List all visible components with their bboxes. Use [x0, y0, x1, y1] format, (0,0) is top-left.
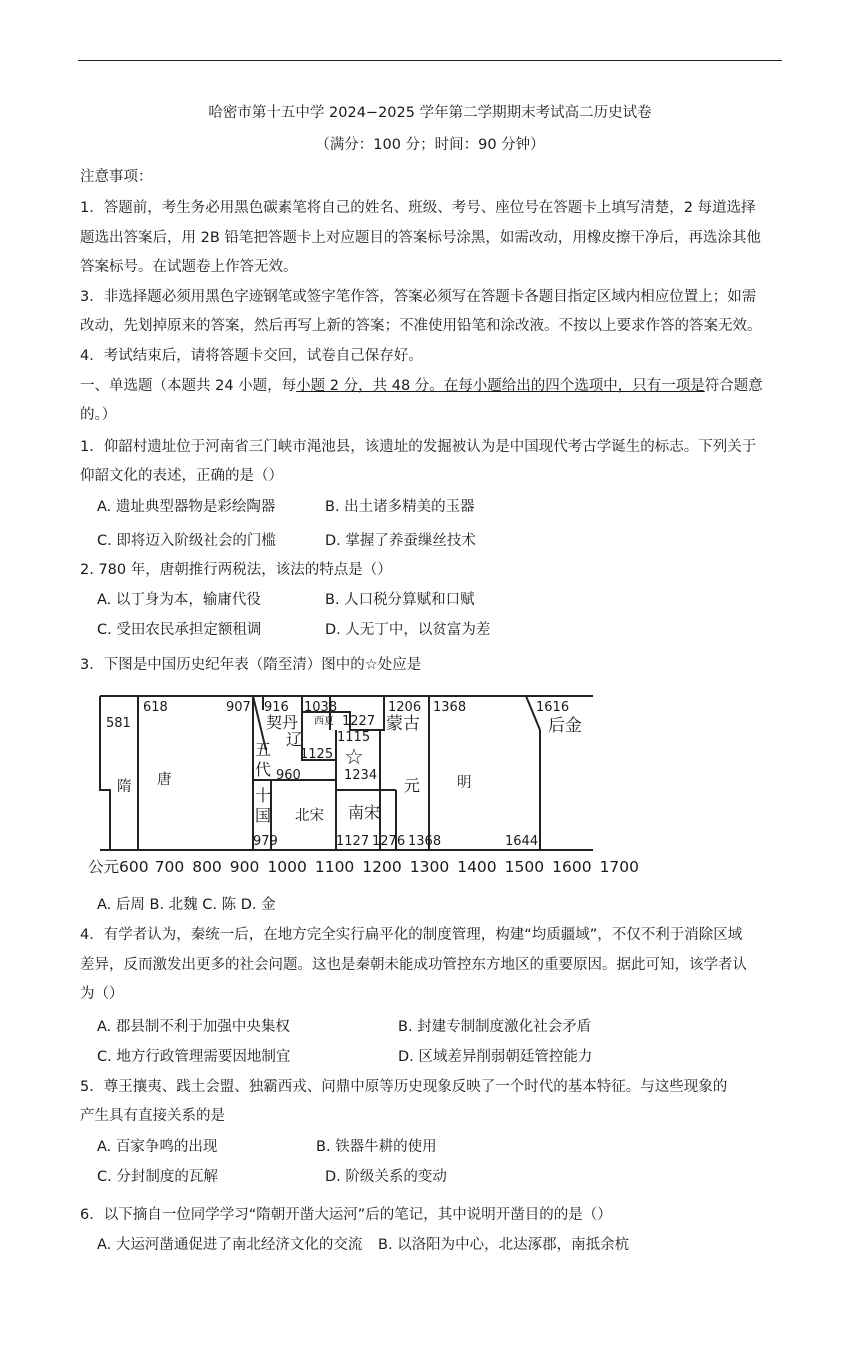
year-1125: 1125	[300, 747, 334, 762]
year-960: 960	[276, 768, 301, 783]
star-symbol: ☆	[344, 745, 364, 770]
notice-heading: 注意事项：	[80, 169, 153, 185]
q1-option-b: B. 出土诸多精美的玉器	[325, 499, 475, 515]
axis-tick-1400: 1400	[457, 858, 497, 876]
year-618: 618	[143, 700, 168, 715]
year-1276: 1276	[372, 834, 406, 849]
q5-option-a: A. 百家争鸣的出现	[97, 1139, 218, 1155]
year-979: 979	[253, 834, 278, 849]
dynasty-houjin: 后金	[548, 716, 582, 736]
dynasty-tang: 唐	[157, 772, 172, 788]
dynasty-yuan: 元	[404, 776, 421, 795]
exam-title: 哈密市第十五中学 2024−2025 学年第二学期期末考试高二历史试卷	[208, 105, 652, 121]
axis-labels	[88, 857, 647, 877]
year-1115: 1115	[337, 730, 371, 745]
year-907: 907	[226, 700, 251, 715]
year-916: 916	[264, 700, 289, 715]
q5-option-d: D. 阶级关系的变动	[325, 1169, 447, 1185]
dynasty-ming: 明	[457, 775, 472, 791]
q2-stem: 2. 780 年，唐朝推行两税法，该法的特点是（）	[80, 562, 392, 578]
year-1206: 1206	[388, 700, 422, 715]
q4-stem-line-1: 4．有学者认为，秦统一后，在地方完全实行扁平化的制度管理，构建“均质疆域”，不仅不利于消除区域	[80, 927, 743, 943]
axis-tick-1200: 1200	[362, 858, 402, 876]
axis-tick-900: 900	[229, 858, 260, 876]
q5-option-c: C. 分封制度的瓦解	[97, 1169, 218, 1185]
notice-item-1-line-3: 答案标号。在试题卷上作答无效。	[80, 259, 298, 275]
dynasty-xixia: 西夏	[314, 716, 334, 727]
year-1227: 1227	[342, 714, 376, 729]
q5-option-b: B. 铁器牛耕的使用	[316, 1139, 437, 1155]
dynasty-wudai: 五代	[255, 740, 272, 779]
q4-stem-line-3: 为（）	[80, 986, 124, 1002]
year-1038: 1038	[304, 700, 338, 715]
section-1-heading-underlined: 小题 2 分，共 48 分。在每小题给出的四个选项中，只有一项是	[296, 378, 705, 394]
section-1-heading-line-2: 的。）	[80, 407, 117, 423]
axis-tick-1000: 1000	[267, 858, 307, 876]
axis-tick-1300: 1300	[409, 858, 450, 876]
q6-option-b: B. 以洛阳为中心，北达涿郡，南抵余杭	[378, 1237, 630, 1253]
q1-stem-line-2: 仰韶文化的表述，正确的是（）	[80, 468, 283, 484]
axis-tick-1600: 1600	[552, 858, 592, 876]
q1-option-c: C. 即将迈入阶级社会的门槛	[97, 533, 276, 549]
year-1368-top: 1368	[433, 700, 467, 715]
q4-option-c: C. 地方行政管理需要因地制宜	[97, 1049, 291, 1065]
year-1127: 1127	[336, 834, 370, 849]
axis-tick-1700: 1700	[599, 858, 640, 876]
notice-item-1-line-2: 题选出答案后，用 2B 铅笔把答题卡上对应题目的答案标号涂黑，如需改动，用橡皮擦干净后，再选涂其他	[80, 230, 761, 246]
axis-tick-1500: 1500	[504, 858, 545, 876]
q1-option-a: A. 遗址典型器物是彩绘陶器	[97, 499, 276, 515]
year-1234: 1234	[344, 768, 378, 783]
year-581: 581	[106, 716, 131, 731]
section-1-heading-part-a: 一、单选题（本题共 24 小题，每	[80, 378, 297, 394]
section-1-heading-line-1	[80, 376, 763, 396]
q6-stem: 6．以下摘自一位同学学习“隋朝开凿大运河”后的笔记，其中说明开凿目的的是（）	[80, 1207, 612, 1223]
header-rule	[78, 60, 782, 61]
notice-item-3-line-1: 3．非选择题必须用黑色字迹钢笔或签字笔作答，答案必须写在答题卡各题目指定区域内相应位置上；如需	[80, 289, 757, 305]
q4-option-a: A. 郡县制不利于加强中央集权	[97, 1019, 290, 1035]
q4-option-d: D. 区域差异削弱朝廷管控能力	[398, 1049, 593, 1065]
q5-stem-line-1: 5．尊王攘夷、践土会盟、独霸西戎、问鼎中原等历史现象反映了一个时代的基本特征。与这些现象的	[80, 1079, 728, 1095]
year-1368-bottom: 1368	[408, 834, 442, 849]
year-1644: 1644	[505, 834, 539, 849]
q2-option-a: A. 以丁身为本，输庸代役	[97, 592, 261, 608]
q1-stem-line-1: 1．仰韶村遗址位于河南省三门峡市渑池县，该遗址的发掘被认为是中国现代考古学诞生的标志。下列关于	[80, 439, 757, 455]
q2-option-b: B. 人口税分算赋和口赋	[325, 592, 475, 608]
axis-ticks	[119, 858, 647, 876]
q4-stem-line-2: 差异，反而激发出更多的社会问题。这也是秦朝未能成功管控东方地区的重要原因。据此可知，该学者认	[80, 957, 747, 973]
q2-option-d: D. 人无丁中，以贫富为差	[325, 622, 491, 638]
q3-options: A. 后周 B. 北魏 C. 陈 D. 金	[97, 897, 276, 913]
q3-stem: 3．下图是中国历史纪年表（隋至清）图中的☆处应是	[80, 657, 422, 673]
notice-item-4: 4．考试结束后，请将答题卡交回，试卷自己保存好。	[80, 348, 423, 364]
axis-tick-1100: 1100	[314, 858, 355, 876]
dynasty-menggu: 蒙古	[386, 714, 420, 734]
axis-tick-600: 600	[119, 858, 149, 876]
dynasty-sui: 隋	[117, 779, 132, 795]
q5-stem-line-2: 产生具有直接关系的是	[80, 1108, 225, 1124]
dynasty-beisong: 北宋	[295, 808, 324, 824]
q2-option-c: C. 受田农民承担定额租调	[97, 622, 262, 638]
q1-option-d: D. 掌握了养蚕缫丝技术	[325, 533, 476, 549]
q4-option-b: B. 封建专制制度激化社会矛盾	[398, 1019, 592, 1035]
axis-tick-800: 800	[192, 858, 222, 876]
section-1-heading-part-c: 符合题意	[704, 378, 763, 394]
dynasty-qidan: 契丹	[266, 713, 299, 732]
axis-tick-700: 700	[154, 858, 185, 876]
dynasty-liao: 辽	[286, 730, 303, 749]
q6-option-a: A. 大运河凿通促进了南北经济文化的交流	[97, 1237, 363, 1253]
dynasty-shiguo: 十国	[255, 786, 272, 825]
notice-item-1-line-1: 1．答题前，考生务必用黑色碳素笔将自己的姓名、班级、考号、座位号在答题卡上填写清楚，2 每道选择	[80, 200, 756, 216]
year-1616: 1616	[536, 700, 570, 715]
exam-subtitle: （满分：100 分；时间：90 分钟）	[315, 137, 545, 153]
notice-item-3-line-2: 改动，先划掉原来的答案，然后再写上新的答案；不准使用铅笔和涂改液。不按以上要求作答的答案无效。	[80, 318, 762, 334]
axis-prefix: 公元	[88, 858, 120, 876]
dynasty-nansong: 南宋	[348, 803, 381, 822]
